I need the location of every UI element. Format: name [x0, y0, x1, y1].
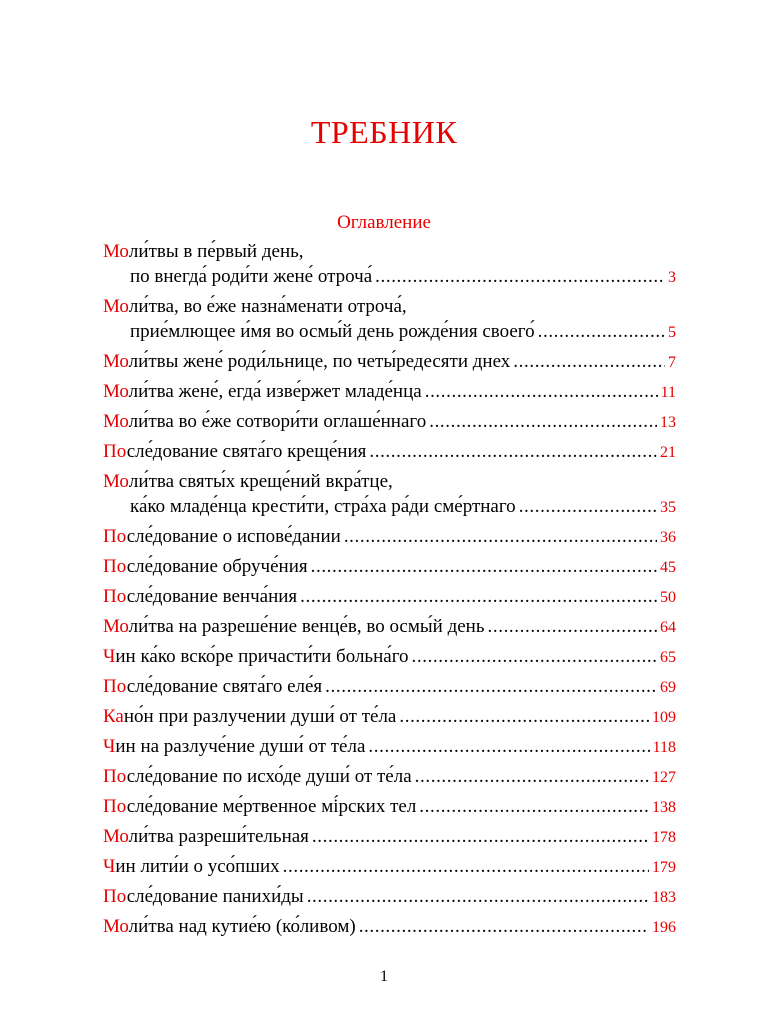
toc-entry[interactable] — [103, 884, 676, 910]
toc-entry-title: ли́твы жене́ роди́льнице, по четы́редесяти днех — [128, 351, 511, 372]
dot-leader — [419, 794, 649, 819]
rubric-initial: Мо — [103, 411, 129, 432]
toc-entry-line — [103, 554, 676, 580]
rubric-initial: Ч — [103, 736, 116, 757]
dot-leader — [359, 914, 649, 939]
toc-entry[interactable] — [103, 644, 676, 670]
toc-entry-title: ин на разлуче́ние души́ от те́ла — [115, 736, 366, 757]
dot-leader — [538, 319, 665, 344]
toc-entry-line-1 — [103, 239, 676, 264]
dot-leader — [488, 614, 657, 639]
toc-entry[interactable] — [103, 824, 676, 850]
toc-entry-title: но́н при разлучении души́ от те́ла — [123, 706, 397, 727]
toc-entry[interactable] — [103, 409, 676, 435]
dot-leader — [283, 854, 649, 879]
dot-leader — [311, 554, 657, 579]
toc-entry-title: сле́дование свята́го еле́я — [126, 676, 323, 697]
toc-heading: Оглавление — [337, 212, 431, 233]
toc-entry-title: сле́дование свята́го креще́ния — [126, 441, 367, 462]
dot-leader — [412, 644, 657, 669]
toc-page-number: 138 — [652, 799, 676, 816]
toc-entry[interactable] — [103, 439, 676, 465]
toc-entry-line — [103, 379, 676, 405]
rubric-initial: По — [103, 526, 127, 547]
toc-entry-title: ли́тва жене́, егда́ изве́ржет младе́нца — [128, 381, 422, 402]
toc-page-number: 65 — [660, 649, 676, 666]
toc-page-number: 118 — [652, 739, 676, 756]
dot-leader — [513, 349, 665, 374]
toc-entry[interactable] — [103, 379, 676, 405]
toc-page-number: 35 — [660, 499, 676, 516]
toc-entry-line — [103, 674, 676, 700]
toc-entry[interactable] — [103, 674, 676, 700]
toc-page-number: 183 — [652, 889, 676, 906]
rubric-initial: Мо — [103, 826, 129, 847]
rubric-initial: По — [103, 586, 127, 607]
dot-leader — [369, 439, 657, 464]
toc-entry-line — [103, 704, 676, 730]
toc-entry-title: ли́тва святы́х креще́ний вкра́тце, — [128, 471, 393, 492]
toc-entry[interactable] — [103, 584, 676, 610]
dot-leader — [375, 264, 665, 289]
toc-page-number: 3 — [668, 269, 676, 286]
toc-entry-line-1 — [103, 469, 676, 494]
dot-leader — [325, 674, 657, 699]
rubric-initial: Мо — [103, 241, 129, 262]
toc-page-number: 127 — [652, 769, 676, 786]
toc-page-number: 109 — [652, 709, 676, 726]
dot-leader — [344, 524, 657, 549]
dot-leader — [300, 584, 657, 609]
toc-entry-title: ин лити́и о усо́пших — [115, 856, 280, 877]
dot-leader — [399, 704, 649, 729]
toc-entry-line — [103, 884, 676, 910]
toc-entry-title: ли́тва разреши́тельная — [128, 826, 309, 847]
rubric-initial: По — [103, 676, 127, 697]
toc-page-number: 11 — [660, 384, 676, 401]
rubric-initial: Ч — [103, 856, 116, 877]
toc-entry[interactable] — [103, 764, 676, 790]
toc-entry[interactable] — [103, 349, 676, 375]
dot-leader — [368, 734, 649, 759]
toc-entry[interactable] — [103, 854, 676, 880]
dot-leader — [519, 494, 657, 519]
toc-entry-title: ли́тва во е́же сотвори́ти оглаше́ннаго — [128, 411, 427, 432]
dot-leader — [429, 409, 657, 434]
toc-page-number: 178 — [652, 829, 676, 846]
rubric-initial: Мо — [103, 296, 129, 317]
toc-entry[interactable] — [103, 524, 676, 550]
toc-entry-line — [103, 824, 676, 850]
toc-entry-title: ли́тва на разреше́ние венце́в, во осмы́й день — [128, 616, 485, 637]
toc-entry-line — [103, 439, 676, 465]
rubric-initial: Ка — [103, 706, 124, 727]
toc-entry-title-continued: по внегда́ роди́ти жене́ отроча́ — [130, 266, 373, 287]
toc-page-number: 64 — [660, 619, 676, 636]
toc-entry-line — [103, 914, 676, 940]
toc-entry-title: ин ка́ко вско́ре причасти́ти больна́го — [115, 646, 409, 667]
rubric-initial: По — [103, 556, 127, 577]
toc-entry-title: сле́дование по исхо́де души́ от те́ла — [126, 766, 412, 787]
toc-entry[interactable] — [103, 469, 676, 520]
toc-entry-title: ли́тва, во е́же назна́менати отроча́, — [128, 296, 407, 317]
toc-entry-line-2 — [103, 319, 676, 345]
dot-leader — [415, 764, 649, 789]
toc-entry[interactable] — [103, 239, 676, 290]
toc-entry[interactable] — [103, 794, 676, 820]
toc-entry-title: ли́твы в пе́рвый день, — [128, 241, 304, 262]
rubric-initial: Мо — [103, 471, 129, 492]
toc-entry-line — [103, 854, 676, 880]
toc-entry-line — [103, 524, 676, 550]
rubric-initial: Ч — [103, 646, 116, 667]
toc-page-number: 13 — [660, 414, 676, 431]
toc-entry[interactable] — [103, 614, 676, 640]
page-number: 1 — [380, 968, 388, 985]
rubric-initial: Мо — [103, 616, 129, 637]
toc-entry-line-2 — [103, 264, 676, 290]
page-title: ТРЕБНИК — [310, 114, 458, 150]
toc-entry-title: сле́дование обруче́ния — [126, 556, 308, 577]
toc-entry[interactable] — [103, 704, 676, 730]
toc-entry-line — [103, 764, 676, 790]
toc-entry-line-1 — [103, 294, 676, 319]
toc-entry[interactable] — [103, 554, 676, 580]
toc-entry-line — [103, 349, 676, 375]
toc-entry-line — [103, 614, 676, 640]
toc-entry-title-continued: ка́ко младе́нца крести́ти, стра́ха ра́ди сме́ртнаго — [130, 496, 516, 517]
rubric-initial: По — [103, 796, 127, 817]
rubric-initial: По — [103, 441, 127, 462]
toc-entry-title: сле́дование венча́ния — [126, 586, 298, 607]
toc-page-number: 7 — [668, 354, 676, 371]
toc-page-number: 45 — [660, 559, 676, 576]
toc-entry[interactable] — [103, 734, 676, 760]
toc-entry-title-continued: прие́млющее и́мя во осмы́й день рожде́ния своего́ — [130, 321, 535, 342]
rubric-initial: По — [103, 886, 127, 907]
toc-page-number: 21 — [660, 444, 676, 461]
toc-entry-line-2 — [103, 494, 676, 520]
toc-entry-line — [103, 409, 676, 435]
toc-page-number: 36 — [660, 529, 676, 546]
rubric-initial: Мо — [103, 351, 129, 372]
rubric-initial: По — [103, 766, 127, 787]
table-of-contents — [103, 239, 676, 944]
rubric-initial: Мо — [103, 916, 129, 937]
toc-entry-line — [103, 794, 676, 820]
toc-page-number: 179 — [652, 859, 676, 876]
toc-entry[interactable] — [103, 914, 676, 940]
toc-entry-title: сле́дование панихи́ды — [126, 886, 304, 907]
toc-entry-line — [103, 644, 676, 670]
toc-page-number: 196 — [652, 919, 676, 936]
toc-page-number: 5 — [668, 324, 676, 341]
dot-leader — [425, 379, 658, 404]
dot-leader — [312, 824, 649, 849]
toc-entry-title: сле́дование о испове́дании — [126, 526, 341, 547]
toc-entry-title: ли́тва над кутие́ю (ко́ливом) — [128, 916, 356, 937]
toc-page-number: 69 — [660, 679, 676, 696]
dot-leader — [307, 884, 649, 909]
toc-entry-title: сле́дование ме́ртвенное мі́рских тел — [126, 796, 417, 817]
toc-entry[interactable] — [103, 294, 676, 345]
toc-entry-line — [103, 584, 676, 610]
rubric-initial: Мо — [103, 381, 129, 402]
toc-entry-line — [103, 734, 676, 760]
toc-page-number: 50 — [660, 589, 676, 606]
